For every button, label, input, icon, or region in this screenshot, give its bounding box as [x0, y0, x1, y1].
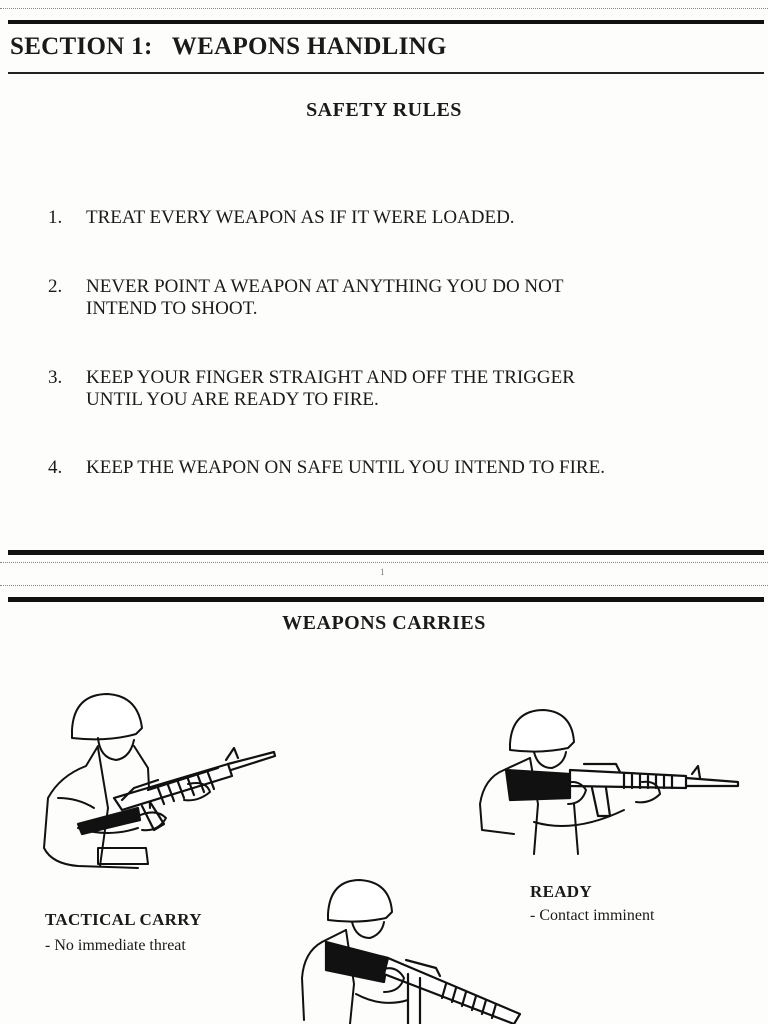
header-rule-top — [8, 20, 764, 24]
page-end-rule — [8, 550, 764, 555]
header-rule-bottom — [8, 72, 764, 74]
rule-number: 3. — [48, 367, 63, 388]
tactical-carry-description: - No immediate threat — [45, 937, 186, 954]
tactical-carry-label: TACTICAL CARRY — [45, 910, 202, 929]
safety-rules-title: SAFETY RULES — [306, 99, 462, 121]
soldier-third-carry-illustration — [296, 874, 546, 1024]
weapons-carries-title: WEAPONS CARRIES — [282, 612, 486, 634]
rule-text-line: INTEND TO SHOOT. — [86, 298, 258, 319]
rule-text-line: TREAT EVERY WEAPON AS IF IT WERE LOADED. — [86, 207, 515, 228]
page-number: 1 — [380, 567, 385, 577]
rule-text-line: UNTIL YOU ARE READY TO FIRE. — [86, 389, 379, 410]
soldier-tactical-carry-illustration — [38, 688, 283, 888]
page-start-rule — [8, 597, 764, 602]
ready-description: - Contact imminent — [530, 907, 655, 924]
rule-number: 2. — [48, 276, 63, 297]
ready-label: READY — [530, 882, 592, 901]
rule-number: 4. — [48, 457, 63, 478]
scan-edge-mid-2 — [0, 585, 768, 586]
rule-text-line: NEVER POINT A WEAPON AT ANYTHING YOU DO NOT — [86, 276, 564, 297]
rule-text-line: KEEP THE WEAPON ON SAFE UNTIL YOU INTEND TO FIRE. — [86, 457, 605, 478]
scan-edge-mid-1 — [0, 562, 768, 563]
soldier-ready-illustration — [474, 704, 744, 864]
section-heading: SECTION 1: WEAPONS HANDLING — [10, 33, 447, 60]
scan-edge-top — [0, 8, 768, 9]
rule-number: 1. — [48, 207, 63, 228]
rule-text-line: KEEP YOUR FINGER STRAIGHT AND OFF THE TRIGGER — [86, 367, 575, 388]
